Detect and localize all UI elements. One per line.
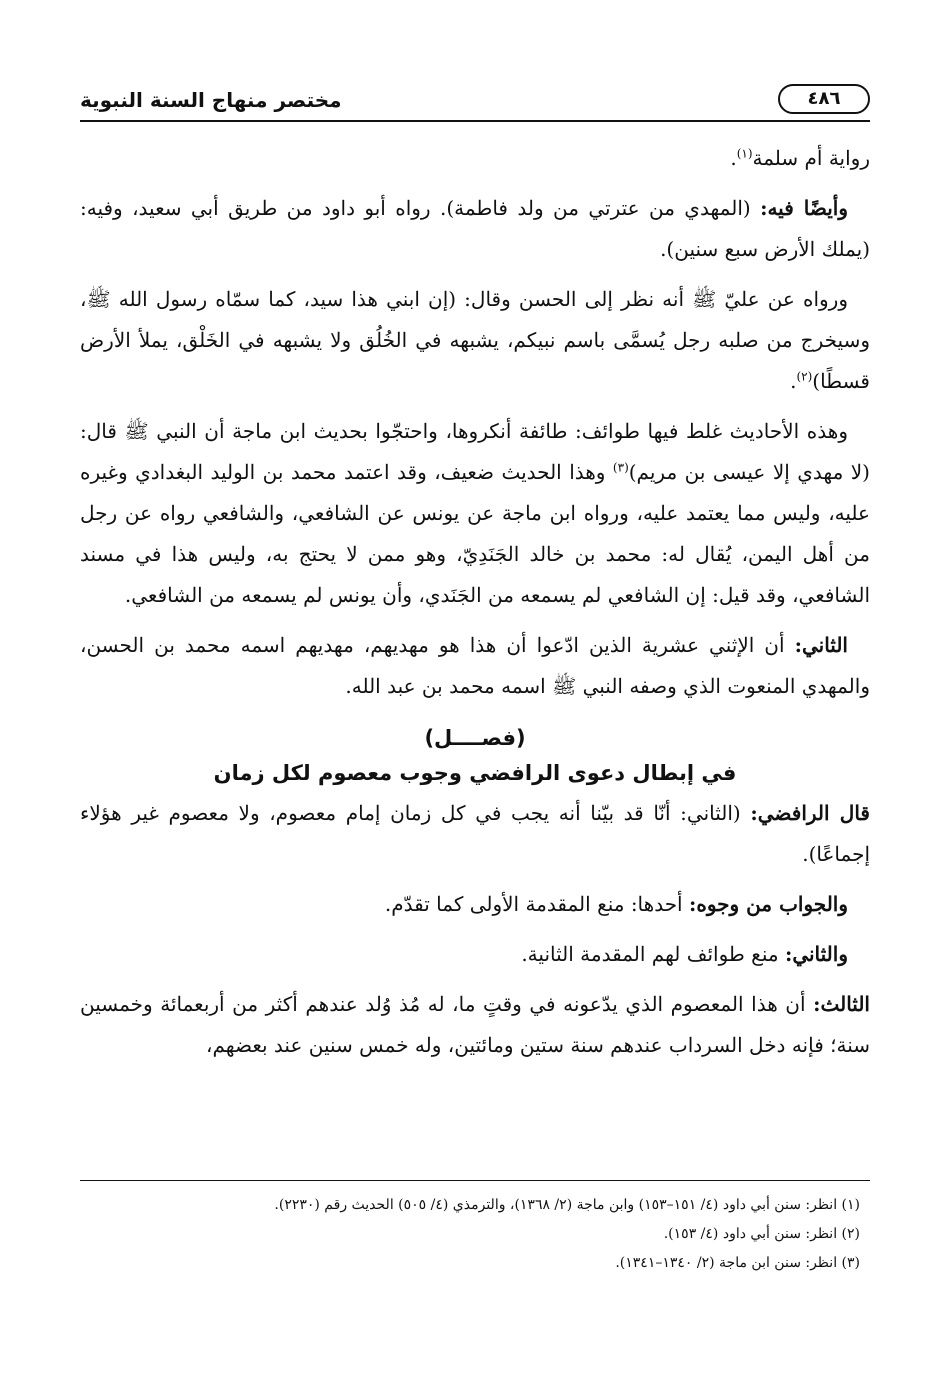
paragraph-text: أن هذا المعصوم الذي يدّعونه في وقتٍ ما، له مُذ وُلد عندهم أكثر من أربعمائة وخمسين سنة؛ فإنه دخل السرداب عندهم سنة ستين ومائتين، وله خمس سنين عند بعضهم، <box>80 992 870 1057</box>
paragraph-tail: وهذا الحديث ضعيف، وقد اعتمد محمد بن الوليد البغدادي وغيره عليه، وليس مما يعتمد عليه، ورواه ابن ماجة عن يونس عن الشافعي، والشافعي رواه عن رجل من أهل اليمن، يُقال له: محمد بن خالد الجَنَدِيّ، وهو ممن لا يحتج به، وليس هذا في مسند الشافعي، وقد قيل: إن الشافعي لم يسمعه من الجَنَدي، وأن يونس لم يسمعه من الشافعي. <box>80 460 870 607</box>
lead-phrase: وأيضًا فيه: <box>760 196 848 220</box>
footnote-rule <box>80 1180 870 1181</box>
lead-phrase: الثاني: <box>794 633 848 657</box>
paragraph <box>80 188 870 270</box>
footnote-ref: (٢) <box>796 369 813 384</box>
paragraph-text: أن الإثني عشرية الذين ادّعوا أن هذا هو مهديهم، مهديهم اسمه محمد بن الحسن، والمهدي المنعوت الذي وصفه النبي ﷺ اسمه محمد بن عبد الله. <box>80 633 870 698</box>
paragraph <box>80 884 870 925</box>
paragraph-text: أحدها: منع المقدمة الأولى كما تقدّم. <box>384 892 689 916</box>
footnote-ref: (١) <box>736 146 753 161</box>
section-subtitle: في إبطال دعوى الرافضي وجوب معصوم لكل زمان <box>213 761 737 785</box>
paragraph-tail: . <box>790 369 797 393</box>
section-heading: (فصــــل) <box>424 726 526 750</box>
paragraph-text: رواية أم سلمة <box>752 146 870 170</box>
lead-phrase: والجواب من وجوه: <box>688 892 848 916</box>
paragraph <box>80 411 870 616</box>
book-title: مختصر منهاج السنة النبوية <box>80 88 342 112</box>
footnote: (٢) انظر: سنن أبي داود (٤/ ١٥٣). <box>663 1226 860 1242</box>
paragraph <box>80 793 870 875</box>
paragraph-text: ورواه عن عليّ ﷺ أنه نظر إلى الحسن وقال: (إن ابني هذا سيد، كما سمّاه رسول الله ﷺ، وسيخرج من صلبه رجل يُسمَّى باسم نبيكم، يشبهه في الخُلُق ولا يشبهه في الخَلْق، يملأ الأرض قسطًا) <box>80 287 870 393</box>
paragraph <box>80 138 870 179</box>
paragraph <box>80 984 870 1066</box>
lead-phrase: والثاني: <box>784 942 848 966</box>
footnote: (١) انظر: سنن أبي داود (٤/ ١٥١–١٥٣) وابن ماجة (٢/ ١٣٦٨)، والترمذي (٤/ ٥٠٥) الحديث رقم (٢٢٣٠). <box>274 1197 860 1213</box>
footnote: (٣) انظر: سنن ابن ماجة (٢/ ١٣٤٠–١٣٤١). <box>615 1255 860 1271</box>
footnote-ref: (٣) <box>612 460 629 475</box>
page-number: ٤٨٦ <box>778 84 870 114</box>
paragraph-tail: . <box>730 146 737 170</box>
main-text <box>80 138 870 1075</box>
paragraph <box>80 625 870 707</box>
lead-phrase: الثالث: <box>813 992 870 1016</box>
lead-phrase: قال الرافضي: <box>750 801 870 825</box>
paragraph-text: منع طوائف لهم المقدمة الثانية. <box>521 942 785 966</box>
paragraph-text: وهذه الأحاديث غلط فيها طوائف: طائفة أنكروها، واحتجّوا بحديث ابن ماجة أن النبي ﷺ قال: (لا مهدي إلا عيسى بن مريم) <box>80 419 870 484</box>
paragraph <box>80 279 870 402</box>
paragraph-text: (الثاني: أنّا قد بيّنا أنه يجب في كل زمان إمام معصوم، ولا معصوم غير هؤلاء إجماعًا). <box>80 801 870 866</box>
header-rule <box>80 120 870 122</box>
paragraph-text: (المهدي من عترتي من ولد فاطمة). رواه أبو داود من طريق أبي سعيد، وفيه: (يملك الأرض سبع سنين). <box>80 196 870 261</box>
footnotes <box>80 1193 870 1280</box>
page-header <box>80 82 870 122</box>
paragraph <box>80 934 870 975</box>
